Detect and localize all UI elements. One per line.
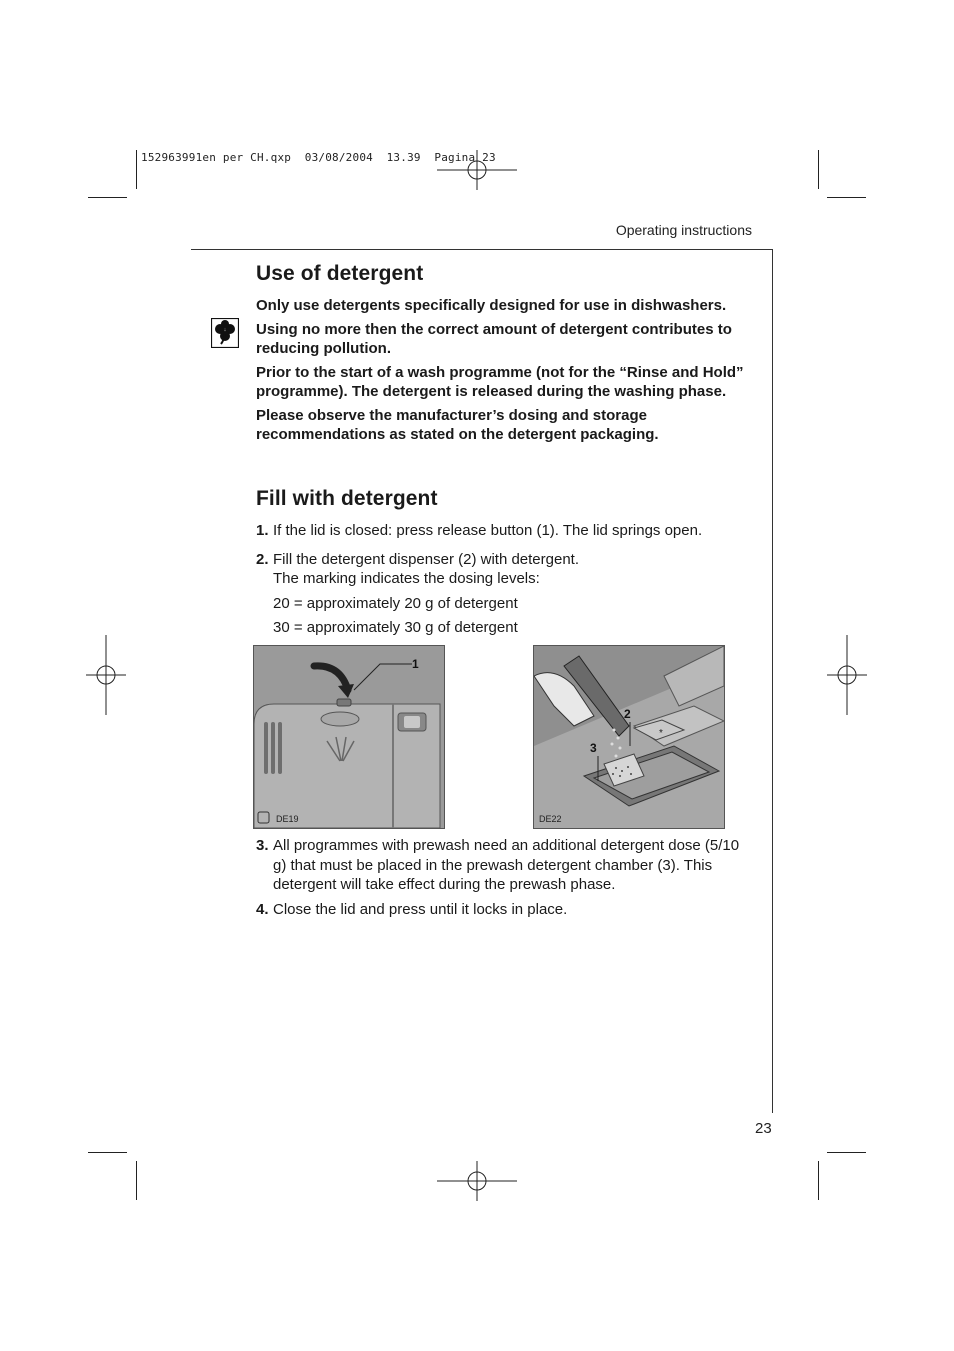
dose-level: 20 = approximately 20 g of detergent — [273, 594, 518, 612]
crop-mark — [88, 1152, 127, 1153]
figure-detergent-dispenser — [533, 645, 725, 829]
crop-mark — [818, 1161, 819, 1200]
fill-with-detergent-steps-continued — [256, 836, 748, 919]
step-number: 1. — [256, 522, 269, 539]
registration-mark — [827, 635, 867, 715]
paragraph: Using no more then the correct amount of detergent contributes to reducing pollution. — [256, 320, 732, 357]
use-of-detergent-section — [256, 262, 748, 445]
step-text: Close the lid and press until it locks in place. — [273, 900, 568, 918]
svg-text:*: * — [659, 728, 663, 739]
section-title: Use of detergent — [256, 262, 424, 285]
running-header: Operating instructions — [615, 222, 752, 238]
fill-with-detergent-section — [256, 487, 748, 638]
step-item — [256, 521, 748, 541]
step-number: 4. — [256, 900, 269, 918]
dose-level: 30 = approximately 30 g of detergent — [273, 619, 518, 636]
step-item — [256, 550, 748, 638]
registration-mark — [86, 635, 126, 715]
paragraph: Only use detergents specifically designed for use in dishwashers. — [256, 297, 727, 314]
print-slug: 152963991en per CH.qxp 03/08/2004 13.39 Pagina 23 — [141, 151, 496, 164]
step-text: If the lid is closed: press release button (1). The lid springs open. — [273, 522, 703, 539]
step-text: All programmes with prewash need an additional detergent dose (5/10 g) that must be placed in the prewash detergent chamber (3). This detergent will take effect during the prewash phase. — [273, 837, 740, 893]
section-title: Fill with detergent — [256, 487, 438, 510]
callout-label: 2 — [624, 707, 631, 721]
step-subtext: The marking indicates the dosing levels: — [273, 570, 540, 587]
margin-rule — [772, 249, 773, 1113]
step-number: 3. — [256, 837, 269, 854]
figure-code: DE19 — [276, 814, 299, 824]
registration-mark — [437, 1161, 517, 1201]
step-number: 2. — [256, 550, 269, 568]
callout-label: 1 — [412, 657, 419, 671]
step-item — [256, 836, 748, 895]
header-rule — [191, 249, 773, 250]
crop-mark — [136, 1161, 137, 1200]
crop-mark — [818, 150, 819, 189]
page-number: 23 — [755, 1120, 772, 1137]
crop-mark — [88, 197, 127, 198]
figure-release-button — [253, 645, 445, 829]
paragraph: Prior to the start of a wash programme (not for the “Rinse and Hold” programme). The detergent is released during the washing phase. — [256, 363, 744, 400]
crop-mark — [827, 197, 866, 198]
crop-mark — [827, 1152, 866, 1153]
callout-label: 3 — [590, 741, 597, 755]
crop-mark — [136, 150, 137, 189]
figure-code: DE22 — [539, 814, 562, 824]
step-text: Fill the detergent dispenser (2) with detergent. — [273, 550, 579, 568]
clover-icon — [211, 318, 239, 348]
step-item — [256, 900, 748, 920]
paragraph: Please observe the manufacturer’s dosing and storage recommendations as stated on the detergent packaging. — [256, 406, 659, 443]
